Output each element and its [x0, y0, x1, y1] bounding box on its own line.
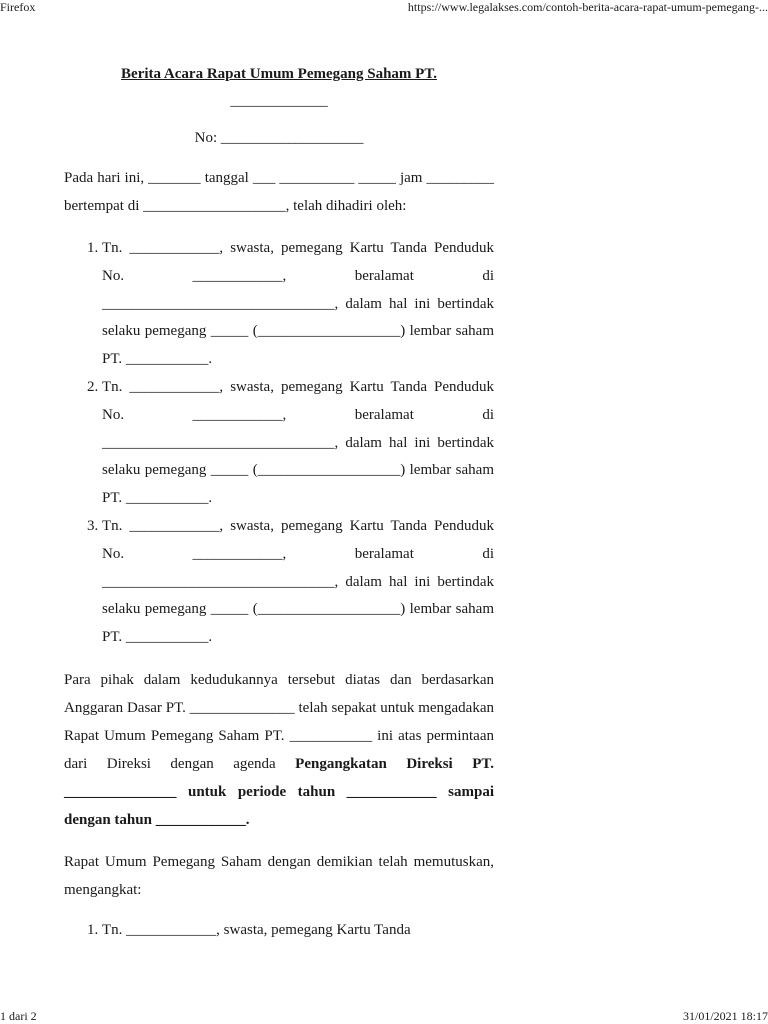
document-body — [64, 66, 494, 945]
attendee-item: 3. Tn. ____________, swasta, pemegang Kartu Tanda Penduduk No. ____________, beralamat di _______________________________, dalam hal ini bertindak selaku pemegang _____ (___________________) lembar saham PT. ___________. — [102, 513, 494, 652]
agenda-text: Pengangkatan Direksi PT. _______________ untuk periode tahun ____________ sampai dengan tahun ____________. — [64, 755, 494, 828]
attendee-item: 2. Tn. ____________, swasta, pemegang Kartu Tanda Penduduk No. ____________, beralamat di _______________________________, dalam hal ini bertindak selaku pemegang _____ (___________________) lembar saham PT. ___________. — [102, 374, 494, 513]
intro-paragraph: Pada hari ini, _______ tanggal ___ __________ _____ jam _________ bertempat di ___________________, telah dihadiri oleh: — [64, 170, 494, 214]
browser-name: Firefox — [0, 0, 36, 14]
page-counter: 1 dari 2 — [0, 1009, 37, 1023]
document-title: Berita Acara Rapat Umum Pemegang Saham PT. — [121, 66, 437, 82]
appointee-list — [64, 917, 494, 945]
page-url: https://www.legalakses.com/contoh-berita-acara-rapat-umum-pemegang-... — [407, 0, 768, 14]
agreement-text: Para pihak dalam kedudukannya tersebut diatas dan berdasarkan Anggaran Dasar PT. ______________ telah sepakat untuk mengadakan Rapat Umum Pemegang Saham PT. ___________ ini atas permintaan dari Direksi dengan agenda — [64, 671, 494, 772]
attendee-list — [64, 235, 494, 652]
title-blank: _____________ — [230, 93, 328, 109]
appointee-item: 1. Tn. ____________, swasta, pemegang Kartu Tanda — [102, 917, 494, 945]
agreement-paragraph — [64, 666, 494, 834]
decision-paragraph: Rapat Umum Pemegang Saham dengan demikian telah memutuskan, mengangkat: — [64, 853, 494, 898]
attendee-item: 1. Tn. ____________, swasta, pemegang Kartu Tanda Penduduk No. ____________, beralamat di _______________________________, dalam hal ini bertindak selaku pemegang _____ (___________________) lembar saham PT. ___________. — [102, 235, 494, 374]
document-number: No: ___________________ — [194, 130, 364, 146]
print-timestamp: 31/01/2021 18:17 — [682, 1009, 768, 1023]
